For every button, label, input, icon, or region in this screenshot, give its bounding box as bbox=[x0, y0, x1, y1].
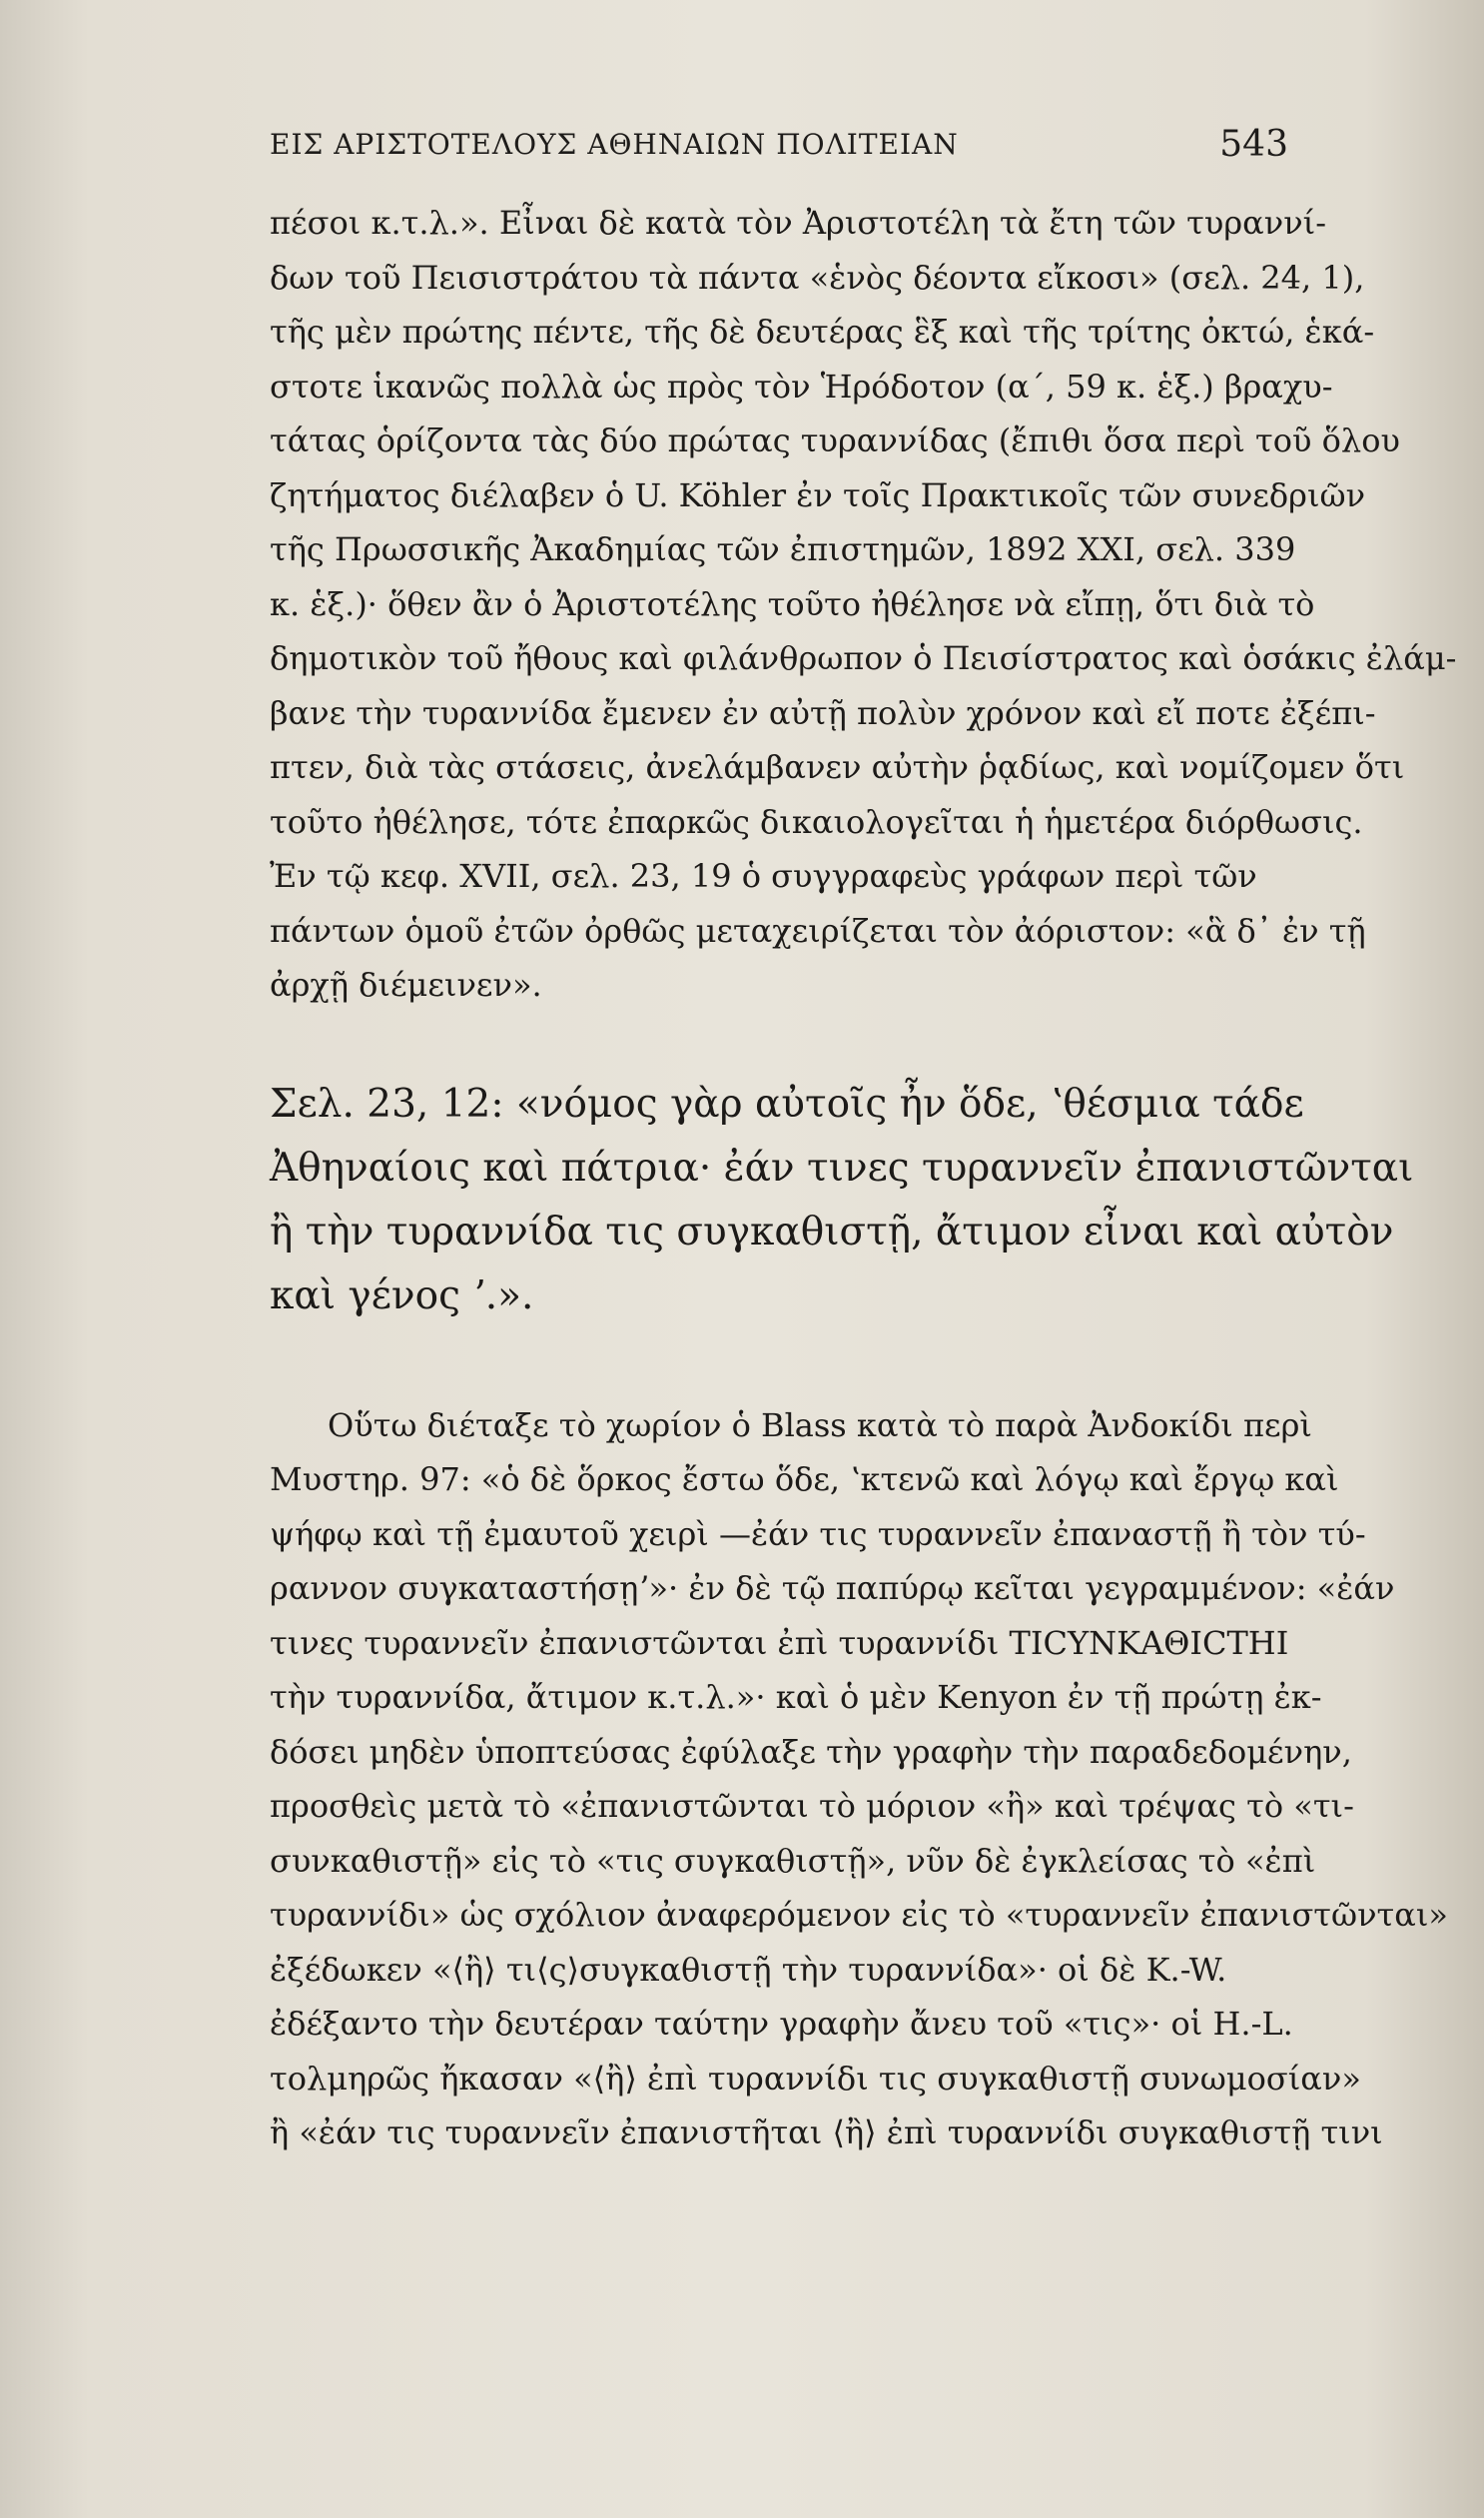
text-line: συνκαθιστῇ» εἰς τὸ «τις συγκαθιστῇ», νῦν δὲ ἐγκλείσας τὸ «ἐπὶ bbox=[270, 1841, 1316, 1880]
text-line: τινες τυραννεῖν ἐπανιστῶνται ἐπὶ τυραννίδι ΤΙϹΥΝΚΑΘΙϹΤΗΙ bbox=[270, 1623, 1289, 1662]
paragraph-quotation bbox=[268, 1073, 1414, 1328]
text-line: δημοτικὸν τοῦ ἤθους καὶ φιλάνθρωπον ὁ Πεισίστρατος καὶ ὁσάκις ἐλάμ- bbox=[270, 639, 1457, 677]
text-line: πέσοι κ.τ.λ.». Εἶναι δὲ κατὰ τὸν Ἀριστοτέλη τὰ ἔτη τῶν τυραννί- bbox=[270, 204, 1326, 242]
running-title: ΕΙΣ ΑΡΙΣΤΟΤΕΛΟΥΣ ΑΘΗΝΑΙΩΝ ΠΟΛΙΤΕΙΑΝ bbox=[270, 128, 959, 161]
text-line: ραννον συγκαταστήσῃʼ»· ἐν δὲ τῷ παπύρῳ κεῖται γεγραμμένον: «ἐάν bbox=[270, 1569, 1395, 1607]
text-line: βανε τὴν τυραννίδα ἔμενεν ἐν αὐτῇ πολὺν χρόνον καὶ εἴ ποτε ἐξέπι- bbox=[270, 693, 1376, 732]
text-line: ἐδέξαντο τὴν δευτέραν ταύτην γραφὴν ἄνευ τοῦ «τις»· οἱ H.-L. bbox=[270, 2005, 1293, 2043]
paragraph-discussion bbox=[268, 1398, 1448, 2160]
text-line: Μυστηρ. 97: «ὁ δὲ ὅρκος ἔστω ὅδε, ʽκτενῶ καὶ λόγῳ καὶ ἔργῳ καὶ bbox=[270, 1460, 1339, 1498]
text-line: δόσει μηδὲν ὑποπτεύσας ἐφύλαξε τὴν γραφὴν τὴν παραδεδομένην, bbox=[270, 1732, 1352, 1771]
paragraph-commentary bbox=[268, 196, 1457, 1013]
text-line: στοτε ἱκανῶς πολλὰ ὡς πρὸς τὸν Ἡρόδοτον (α΄, 59 κ. ἑξ.) βραχυ- bbox=[270, 367, 1333, 406]
text-line: καὶ γένος ʼ.». bbox=[270, 1272, 534, 1318]
text-line: τὴν τυραννίδα, ἄτιμον κ.τ.λ.»· καὶ ὁ μὲν Kenyon ἐν τῇ πρώτῃ ἐκ- bbox=[270, 1678, 1322, 1716]
text-line: πτεν, διὰ τὰς στάσεις, ἀνελάμβανεν αὐτὴν ῥᾳδίως, καὶ νομίζομεν ὅτι bbox=[270, 748, 1405, 786]
text-line: τάτας ὁρίζοντα τὰς δύο πρώτας τυραννίδας (ἔπιθι ὅσα περὶ τοῦ ὅλου bbox=[270, 421, 1400, 459]
text-line: προσθεὶς μετὰ τὸ «ἐπανιστῶνται τὸ μόριον «ἢ» καὶ τρέψας τὸ «τι- bbox=[270, 1787, 1354, 1825]
page-header bbox=[270, 124, 1288, 178]
text-line: πάντων ὁμοῦ ἐτῶν ὀρθῶς μεταχειρίζεται τὸν ἀόριστον: «ἃ δ᾽ ἐν τῇ bbox=[270, 911, 1366, 950]
text-line: ψήφῳ καὶ τῇ ἐμαυτοῦ χειρὶ —ἐάν τις τυραννεῖν ἐπαναστῇ ἢ τὸν τύ- bbox=[270, 1514, 1366, 1553]
text-line: τυραννίδι» ὡς σχόλιον ἀναφερόμενον εἰς τὸ «τυραννεῖν ἐπανιστῶνται» bbox=[270, 1896, 1448, 1934]
text-line: Ἐν τῷ κεφ. XVII, σελ. 23, 19 ὁ συγγραφεὺς γράφων περὶ τῶν bbox=[270, 857, 1257, 895]
text-line: ζητήματος διέλαβεν ὁ U. Köhler ἐν τοῖς Πρακτικοῖς τῶν συνεδριῶν bbox=[270, 475, 1366, 514]
text-line: ἀρχῇ διέμεινεν». bbox=[270, 966, 542, 1004]
text-line: ἢ «ἐάν τις τυραννεῖν ἐπανιστῆται ⟨ἢ⟩ ἐπὶ τυραννίδι συγκαθιστῇ τινι bbox=[270, 2113, 1383, 2151]
body-text bbox=[268, 196, 1457, 2160]
text-line: τολμηρῶς ἤκασαν «⟨ἢ⟩ ἐπὶ τυραννίδι τις συγκαθιστῇ συνωμοσίαν» bbox=[270, 2059, 1361, 2098]
text-line: Ἀθηναίοις καὶ πάτρια· ἐάν τινες τυραννεῖν ἐπανιστῶνται bbox=[270, 1145, 1414, 1191]
text-line: κ. ἑξ.)· ὅθεν ἂν ὁ Ἀριστοτέλης τοῦτο ἠθέλησε νὰ εἴπῃ, ὅτι διὰ τὸ bbox=[270, 584, 1315, 623]
text-line: ἢ τὴν τυραννίδα τις συγκαθιστῇ, ἄτιμον εἶναι καὶ αὐτὸν bbox=[270, 1209, 1394, 1255]
text-line: Οὕτω διέταξε τὸ χωρίον ὁ Blass κατὰ τὸ παρὰ Ἀνδοκίδι περὶ bbox=[328, 1405, 1312, 1444]
text-line: δων τοῦ Πεισιστράτου τὰ πάντα «ἑνὸς δέοντα εἴκοσι» (σελ. 24, 1), bbox=[270, 258, 1365, 297]
text-line: τοῦτο ἠθέλησε, τότε ἐπαρκῶς δικαιολογεῖται ἡ ἡμετέρα διόρθωσις. bbox=[270, 802, 1363, 841]
text-line: τῆς μὲν πρώτης πέντε, τῆς δὲ δευτέρας ἓξ καὶ τῆς τρίτης ὀκτώ, ἑκά- bbox=[270, 313, 1375, 351]
page-number: 543 bbox=[1219, 124, 1288, 165]
text-line: τῆς Πρωσσικῆς Ἀκαδημίας τῶν ἐπιστημῶν, 1892 XXI, σελ. 339 bbox=[270, 530, 1296, 568]
text-line: Σελ. 23, 12: «νόμος γὰρ αὐτοῖς ἦν ὅδε, ʽθέσμια τάδε bbox=[270, 1081, 1304, 1127]
text-line: ἐξέδωκεν «⟨ἢ⟩ τι⟨ς⟩συγκαθιστῇ τὴν τυραννίδα»· οἱ δὲ K.-W. bbox=[270, 1950, 1227, 1989]
